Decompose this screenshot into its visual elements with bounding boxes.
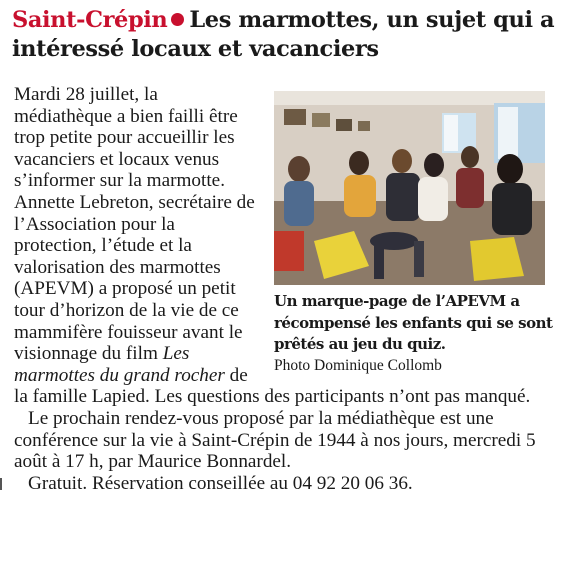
headline [12, 6, 557, 64]
audience-photo [274, 91, 545, 285]
paragraph-2: Le prochain rendez-vous proposé par la médiathèque est une conférence sur la vie à Saint-Crépin de 1944 à nos jours, mercredi 5 août à 17 h, par Maurice Bonnardel. [14, 407, 536, 473]
film-title: Les marmottes du grand rocher [14, 343, 225, 386]
end-mark [0, 478, 2, 490]
article-title: Les marmottes, un sujet qui a intéressé locaux et vacanciers [12, 7, 555, 62]
paragraph-1-end: de la famille Lapied. Les questions des participants n’ont pas manqué. [14, 364, 531, 408]
photo-caption: Un marque-page de l’APEVM a récompensé les enfants qui se sont prêtés au jeu du quiz. [274, 292, 553, 353]
red-bullet-icon [171, 13, 184, 26]
paragraph-1-text: Mardi 28 juillet, la médiathèque a bien failli être trop petite pour accueillir les vacanciers et locaux venus s’informer sur la marmotte. Annette Lebreton, secrétaire de l’Association pour la protection, l’étude et la valorisation des marmottes (APEVM) a proposé un petit tour d’horizon de la vie de ce mammifère fouisseur avant le visionnage du film [14, 84, 255, 365]
audience-photo-illustration [274, 91, 545, 285]
photo-credit: Photo Dominique Collomb [274, 356, 442, 374]
location-kicker: Saint-Crépin [12, 7, 168, 33]
paragraph-3-text: Gratuit. Réservation conseillée au 04 92 20 06 36. [28, 472, 413, 494]
paragraph-3 [14, 473, 554, 495]
article-body [14, 84, 554, 494]
photo-block [266, 84, 554, 382]
